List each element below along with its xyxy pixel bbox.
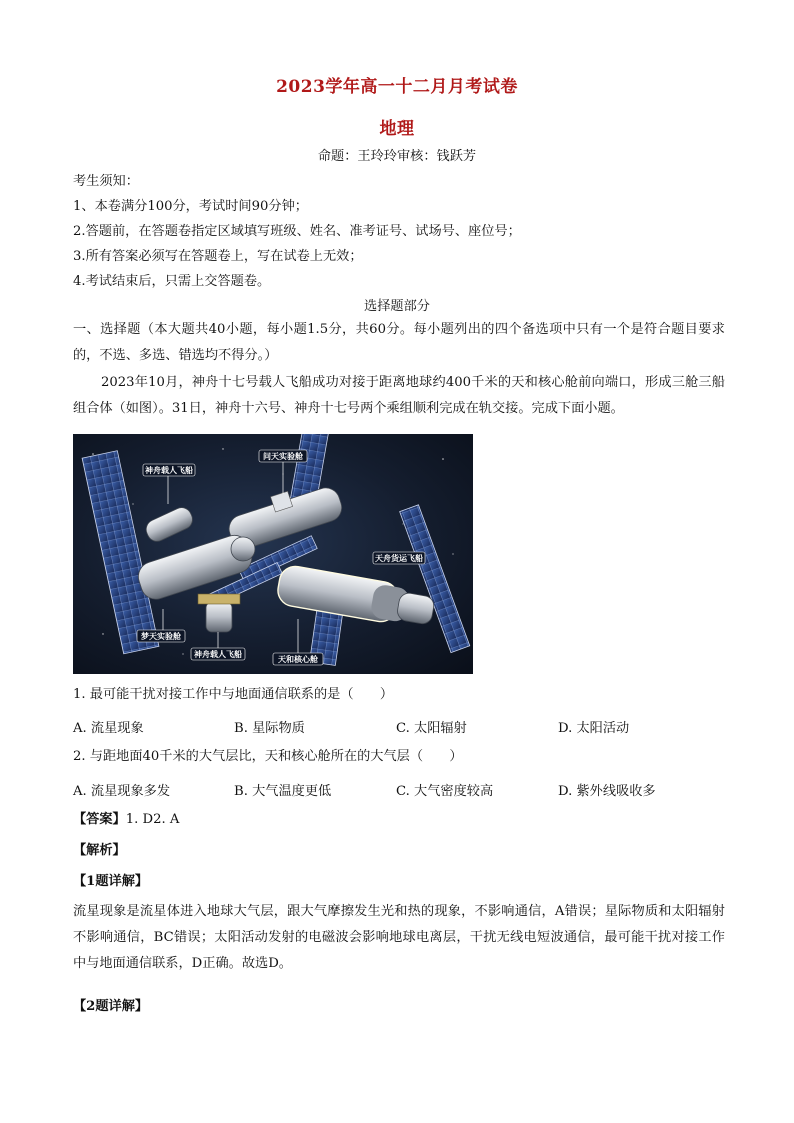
analysis-label: 【解析】: [73, 843, 126, 858]
label-wentian: 问天实验舱: [263, 452, 303, 461]
question-1-stem: 1. 最可能干扰对接工作中与地面通信联系的是（ ）: [73, 687, 394, 702]
section-title: 选择题部分: [364, 299, 430, 314]
option-a: A. 流星现象: [73, 721, 144, 736]
option-d: D. 太阳活动: [558, 721, 630, 736]
q1-detail-text: 流星现象是流星体进入地球大气层，跟大气摩擦发生光和热的现象，不影响通信，A错误；星际物质和太阳辐射不影响通信，BC错误；太阳活动发射的电磁波会影响地球电离层，干扰无线电短波通信，最可能干扰对接工作中与地面通信联系，D正确。故选D。: [73, 904, 725, 971]
label-tianzhou: 天舟货运飞船: [375, 554, 423, 563]
label-mengtian: 梦天实验舱: [141, 632, 181, 641]
question-2-options: [73, 780, 733, 800]
question-1-options: [73, 717, 733, 737]
answer-label: 【答案】: [73, 812, 126, 827]
subject-title: 地理: [379, 119, 415, 139]
left-solar-array: [82, 451, 159, 654]
option-c: C. 大气密度较高: [396, 784, 494, 799]
label-shenzhou-bottom: 神舟载人飞船: [194, 650, 242, 659]
notice-item: 3.所有答案必须写在答题卷上，写在试卷上无效；: [73, 249, 363, 264]
label-tianhe: 天和核心舱: [278, 655, 318, 664]
label-shenzhou-top: 神舟载人飞船: [145, 466, 193, 475]
option-a: A. 流星现象多发: [73, 784, 171, 799]
q1-detail-heading: 【1题详解】: [73, 874, 149, 889]
option-c: C. 太阳辐射: [396, 721, 467, 736]
authors-line: 命题：王玲玲审核：钱跃芳: [317, 149, 477, 164]
notice-item: 1、本卷满分100分，考试时间90分钟；: [73, 199, 308, 214]
notice-item: 4.考试结束后，只需上交答题卷。: [73, 274, 271, 289]
notice-heading: 考生须知：: [73, 174, 139, 189]
option-b: B. 大气温度更低: [234, 784, 332, 799]
section-instructions: 一、选择题（本大题共40小题，每小题1.5分，共60分。每小题列出的四个备选项中只有一个是符合题目要求的，不选、多选、错选均不得分。）: [73, 322, 725, 363]
option-b: B. 星际物质: [234, 721, 305, 736]
q2-detail-heading: 【2题详解】: [73, 999, 149, 1014]
option-d: D. 紫外线吸收多: [558, 784, 656, 799]
answer-line: [73, 811, 723, 829]
notice-item: 2.答题前，在答题卷指定区域填写班级、姓名、准考证号、试场号、座位号；: [73, 224, 521, 239]
space-station-illustration: [73, 434, 473, 674]
passage: 2023年10月，神舟十七号载人飞船成功对接于距离地球约400千米的天和核心舱前向端口，形成三舱三船组合体（如图）。31日，神舟十六号、神舟十七号两个乘组顺利完成在轨交接。完成下面小题。: [73, 375, 725, 416]
question-2-stem: 2. 与距地面40千米的大气层比，天和核心舱所在的大气层（ ）: [73, 749, 463, 764]
exam-title: 2023学年高一十二月月考试卷: [276, 77, 518, 97]
answer-value: 1. D2. A: [125, 812, 180, 827]
space-station-figure: [73, 434, 473, 674]
